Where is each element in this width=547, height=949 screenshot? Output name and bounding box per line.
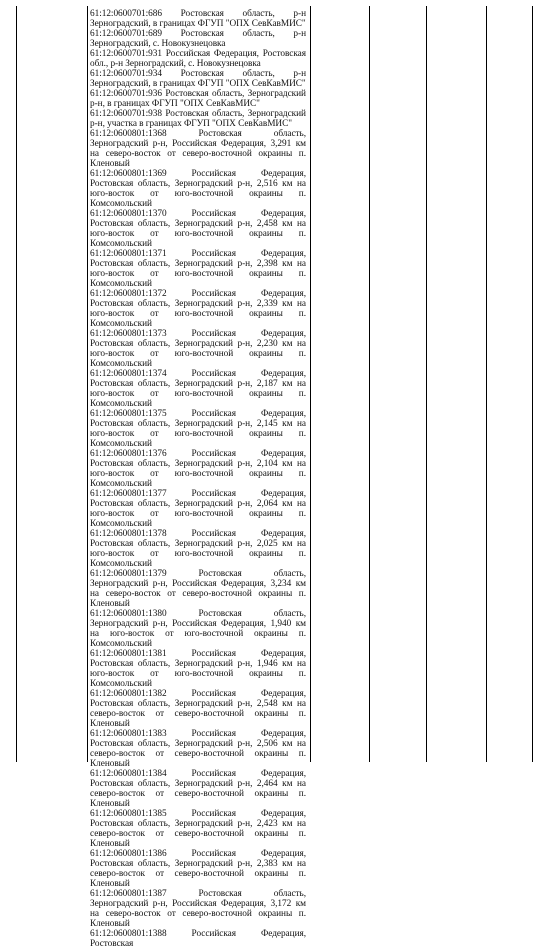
cadastral-entry: 61:12:0600801:1370 Российская Федерация, Ростовская область, Зерноградский р-н, 2,458 км на юго-восток от юго-восточной окраины п. Комсомольский: [90, 209, 306, 249]
cadastral-entry: 61:12:0600801:1371 Российская Федерация, Ростовская область, Зерноградский р-н, 2,398 км на юго-восток от юго-восточной окраины п. Комсомольский: [90, 249, 306, 289]
cadastral-entry: 61:12:0600801:1376 Российская Федерация, Ростовская область, Зерноградский р-н, 2,104 км на юго-восток от юго-восточной окраины п. Комсомольский: [90, 449, 306, 489]
cadastral-entry: 61:12:0600801:1380 Ростовская область, Зерноградский р-н, Российская Федерация, 1,940 км на юго-восток от юго-восточной окраины п. Комсомольский: [90, 609, 306, 649]
cadastral-entry: 61:12:0600801:1373 Российская Федерация, Ростовская область, Зерноградский р-н, 2,230 км на юго-восток от юго-восточной окраины п. Комсомольский: [90, 329, 306, 369]
cadastral-entry: 61:12:0600801:1375 Российская Федерация, Ростовская область, Зерноградский р-н, 2,145 км на юго-восток от юго-восточной окраины п. Комсомольский: [90, 409, 306, 449]
cadastral-entry: 61:12:0600801:1377 Российская Федерация, Ростовская область, Зерноградский р-н, 2,064 км на юго-восток от юго-восточной окраины п. Комсомольский: [90, 489, 306, 529]
cadastral-entry: 61:12:0600701:931 Российская Федерация, Ростовская обл., р-н Зерноградский, с. Новокузнецовка: [90, 49, 306, 69]
cadastral-entry: 61:12:0600801:1369 Российская Федерация, Ростовская область, Зерноградский р-н, 2,516 км на юго-восток от юго-восточной окраины п. Комсомольский: [90, 169, 306, 209]
cadastral-entry: 61:12:0600701:934 Ростовская область, р-н Зерноградский, в границах ФГУП "ОПХ СевКавМИС": [90, 69, 306, 89]
table-border-left: [16, 6, 17, 762]
cadastral-entry: 61:12:0600801:1382 Российская Федерация, Ростовская область, Зерноградский р-н, 2,548 км на северо-восток от северо-восточной окраины п. Кленовый: [90, 689, 306, 729]
cadastral-entry: 61:12:0600801:1372 Российская Федерация, Ростовская область, Зерноградский р-н, 2,339 км на юго-восток от юго-восточной окраины п. Комсомольский: [90, 289, 306, 329]
table-column-divider: [87, 6, 88, 762]
table-column-divider: [426, 6, 427, 762]
cadastral-entry: 61:12:0600701:938 Ростовская область, Зерноградский р-н, участка в границах ФГУП "ОПХ СевКавМИС": [90, 109, 306, 129]
cadastral-entry: 61:12:0600801:1385 Российская Федерация, Ростовская область, Зерноградский р-н, 2,423 км на северо-восток от северо-восточной окраины п. Кленовый: [90, 809, 306, 849]
cadastral-entry: 61:12:0600801:1386 Российская Федерация, Ростовская область, Зерноградский р-н, 2,383 км на северо-восток от северо-восточной окраины п. Кленовый: [90, 849, 306, 889]
cadastral-entry: 61:12:0600701:936 Ростовская область, Зерноградский р-н, в границах ФГУП "ОПХ СевКавМИС": [90, 89, 306, 109]
cadastral-entry: 61:12:0600801:1387 Ростовская область, Зерноградский р-н, Российская Федерация, 3,172 км на северо-восток от северо-восточной окраины п. Кленовый: [90, 889, 306, 929]
cadastral-entry: 61:12:0600801:1374 Российская Федерация, Ростовская область, Зерноградский р-н, 2,187 км на юго-восток от юго-восточной окраины п. Комсомольский: [90, 369, 306, 409]
cadastral-entry: 61:12:0600801:1384 Российская Федерация, Ростовская область, Зерноградский р-н, 2,464 км на северо-восток от северо-восточной окраины п. Кленовый: [90, 769, 306, 809]
cadastral-entry: 61:12:0600801:1388 Российская Федерация, Ростовская: [90, 929, 306, 949]
cadastral-entry: 61:12:0600801:1378 Российская Федерация, Ростовская область, Зерноградский р-н, 2,025 км на юго-восток от юго-восточной окраины п. Комсомольский: [90, 529, 306, 569]
cadastral-entry: 61:12:0600701:686 Ростовская область, р-н Зерноградский, в границах ФГУП "ОПХ СевКавМИС": [90, 9, 306, 29]
cadastral-entry: 61:12:0600701:689 Ростовская область, р-н Зерноградский, с. Новокузнецовка: [90, 29, 306, 49]
cadastral-list-cell: [90, 9, 306, 949]
cadastral-entry: 61:12:0600801:1379 Ростовская область, Зерноградский р-н, Российская Федерация, 3,234 км на северо-восток от северо-восточной окраины п. Кленовый: [90, 569, 306, 609]
table-column-divider: [369, 6, 370, 762]
table-border-right: [532, 6, 533, 762]
cadastral-entry: 61:12:0600801:1381 Российская Федерация, Ростовская область, Зерноградский р-н, 1,946 км на юго-восток от юго-восточной окраины п. Комсомольский: [90, 649, 306, 689]
cadastral-entry: 61:12:0600801:1383 Российская Федерация, Ростовская область, Зерноградский р-н, 2,506 км на северо-восток от северо-восточной окраины п. Кленовый: [90, 729, 306, 769]
table-column-divider: [310, 6, 311, 762]
cadastral-entry: 61:12:0600801:1368 Ростовская область, Зерноградский р-н, Российская Федерация, 3,291 км на северо-восток от северо-восточной окраины п. Кленовый: [90, 129, 306, 169]
table-column-divider: [486, 6, 487, 762]
